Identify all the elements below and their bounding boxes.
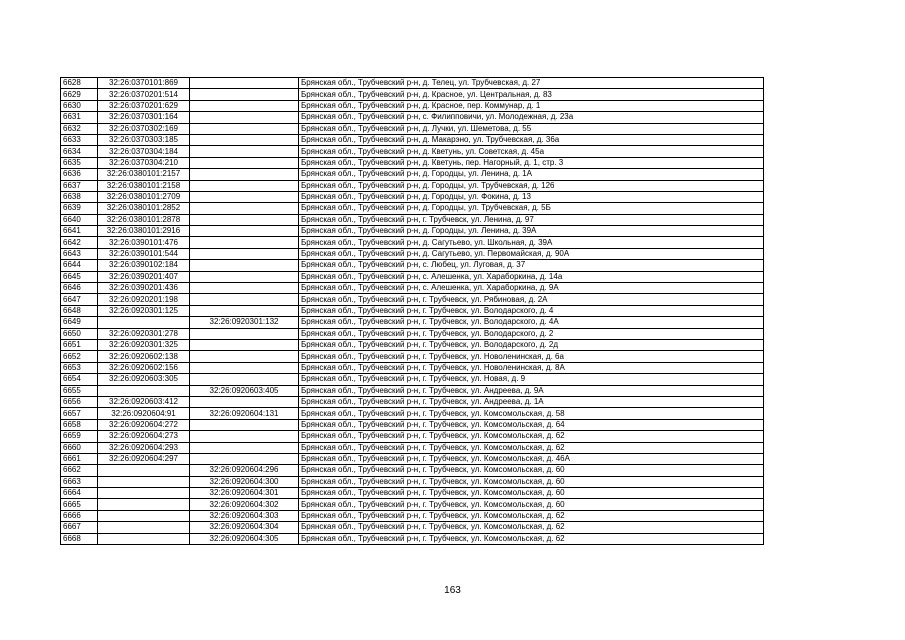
- table-row: [61, 351, 764, 362]
- cadastral-number-cell: 32:26:0370304:184: [98, 146, 190, 157]
- parent-cadastral-number-cell: [190, 362, 299, 373]
- address-cell: Брянская обл., Трубчевский р-н, д. Городцы, ул. Трубчевская, д. 5Б: [299, 203, 764, 214]
- row-number-cell: 6668: [61, 533, 98, 544]
- row-number-cell: 6658: [61, 419, 98, 430]
- address-cell: Брянская обл., Трубчевский р-н, г. Трубчевск, ул. Ленина, д. 97: [299, 214, 764, 225]
- address-cell: Брянская обл., Трубчевский р-н, г. Трубчевск, ул. Новоленинская, д. 8А: [299, 362, 764, 373]
- row-number-cell: 6634: [61, 146, 98, 157]
- address-cell: Брянская обл., Трубчевский р-н, г. Трубчевск, ул. Володарского, д. 4А: [299, 317, 764, 328]
- row-number-cell: 6642: [61, 237, 98, 248]
- table-row: [61, 226, 764, 237]
- parent-cadastral-number-cell: [190, 169, 299, 180]
- address-cell: Брянская обл., Трубчевский р-н, д. Сагутьево, ул. Первомайская, д. 90А: [299, 248, 764, 259]
- row-number-cell: 6633: [61, 134, 98, 145]
- cadastral-number-cell: 32:26:0390102:184: [98, 260, 190, 271]
- parent-cadastral-number-cell: [190, 339, 299, 350]
- cadastral-number-cell: 32:26:0390201:436: [98, 283, 190, 294]
- parent-cadastral-number-cell: [190, 396, 299, 407]
- parent-cadastral-number-cell: [190, 123, 299, 134]
- row-number-cell: 6639: [61, 203, 98, 214]
- parent-cadastral-number-cell: [190, 157, 299, 168]
- address-cell: Брянская обл., Трубчевский р-н, г. Трубчевск, ул. Новоленинская, д. 6а: [299, 351, 764, 362]
- row-number-cell: 6632: [61, 123, 98, 134]
- parent-cadastral-number-cell: 32:26:0920301:132: [190, 317, 299, 328]
- row-number-cell: 6655: [61, 385, 98, 396]
- table-row: [61, 465, 764, 476]
- table-row: [61, 396, 764, 407]
- parent-cadastral-number-cell: [190, 442, 299, 453]
- row-number-cell: 6630: [61, 100, 98, 111]
- row-number-cell: 6644: [61, 260, 98, 271]
- address-cell: Брянская обл., Трубчевский р-н, д. Городцы, ул. Ленина, д. 39А: [299, 226, 764, 237]
- row-number-cell: 6663: [61, 476, 98, 487]
- table-row: [61, 499, 764, 510]
- parent-cadastral-number-cell: 32:26:0920604:301: [190, 488, 299, 499]
- address-cell: Брянская обл., Трубчевский р-н, с. Любец, ул. Луговая, д. 37: [299, 260, 764, 271]
- parent-cadastral-number-cell: [190, 294, 299, 305]
- cadastral-number-cell: 32:26:0920301:325: [98, 339, 190, 350]
- parent-cadastral-number-cell: [190, 134, 299, 145]
- cadastral-number-cell: 32:26:0920602:138: [98, 351, 190, 362]
- parent-cadastral-number-cell: [190, 180, 299, 191]
- cadastral-number-cell: 32:26:0370303:185: [98, 134, 190, 145]
- row-number-cell: 6637: [61, 180, 98, 191]
- table-row: [61, 488, 764, 499]
- parent-cadastral-number-cell: [190, 203, 299, 214]
- parent-cadastral-number-cell: [190, 146, 299, 157]
- cadastral-number-cell: 32:26:0920301:125: [98, 305, 190, 316]
- table-row: [61, 305, 764, 316]
- table-row: [61, 271, 764, 282]
- address-cell: Брянская обл., Трубчевский р-н, д. Лучки, ул. Шеметова, д. 55: [299, 123, 764, 134]
- cadastral-number-cell: [98, 317, 190, 328]
- row-number-cell: 6647: [61, 294, 98, 305]
- row-number-cell: 6631: [61, 112, 98, 123]
- cadastral-number-cell: [98, 465, 190, 476]
- address-cell: Брянская обл., Трубчевский р-н, г. Трубчевск, ул. Комсомольская, д. 58: [299, 408, 764, 419]
- row-number-cell: 6664: [61, 488, 98, 499]
- cadastral-number-cell: [98, 385, 190, 396]
- parent-cadastral-number-cell: [190, 283, 299, 294]
- cadastral-number-cell: [98, 488, 190, 499]
- cadastral-number-cell: [98, 533, 190, 544]
- row-number-cell: 6656: [61, 396, 98, 407]
- address-cell: Брянская обл., Трубчевский р-н, с. Филипповичи, ул. Молодежная, д. 23а: [299, 112, 764, 123]
- table-row: [61, 385, 764, 396]
- cadastral-number-cell: [98, 510, 190, 521]
- table-row: [61, 112, 764, 123]
- table-row: [61, 248, 764, 259]
- parent-cadastral-number-cell: [190, 374, 299, 385]
- table-row: [61, 260, 764, 271]
- row-number-cell: 6650: [61, 328, 98, 339]
- cadastral-number-cell: 32:26:0370302:169: [98, 123, 190, 134]
- row-number-cell: 6652: [61, 351, 98, 362]
- cadastral-number-cell: 32:26:0390101:544: [98, 248, 190, 259]
- address-cell: Брянская обл., Трубчевский р-н, г. Трубчевск, ул. Комсомольская, д. 64: [299, 419, 764, 430]
- parent-cadastral-number-cell: 32:26:0920604:305: [190, 533, 299, 544]
- cadastral-number-cell: 32:26:0380101:2878: [98, 214, 190, 225]
- address-cell: Брянская обл., Трубчевский р-н, с. Алешенка, ул. Хараборкина, д. 14а: [299, 271, 764, 282]
- address-cell: Брянская обл., Трубчевский р-н, г. Трубчевск, ул. Андреева, д. 9А: [299, 385, 764, 396]
- cadastral-number-cell: 32:26:0380101:2916: [98, 226, 190, 237]
- table-row: [61, 283, 764, 294]
- parent-cadastral-number-cell: 32:26:0920604:304: [190, 522, 299, 533]
- table-row: [61, 339, 764, 350]
- table-row: [61, 78, 764, 89]
- address-cell: Брянская обл., Трубчевский р-н, г. Трубчевск, ул. Комсомольская, д. 62: [299, 510, 764, 521]
- parent-cadastral-number-cell: 32:26:0920604:300: [190, 476, 299, 487]
- address-cell: Брянская обл., Трубчевский р-н, д. Кветунь, пер. Нагорный, д. 1, стр. 3: [299, 157, 764, 168]
- parent-cadastral-number-cell: [190, 100, 299, 111]
- cadastral-number-cell: 32:26:0380101:2157: [98, 169, 190, 180]
- parent-cadastral-number-cell: [190, 191, 299, 202]
- address-cell: Брянская обл., Трубчевский р-н, г. Трубчевск, ул. Володарского, д. 4: [299, 305, 764, 316]
- cadastral-number-cell: 32:26:0920604:273: [98, 431, 190, 442]
- address-cell: Брянская обл., Трубчевский р-н, д. Городцы, ул. Трубчевская, д. 126: [299, 180, 764, 191]
- cadastral-number-cell: 32:26:0390201:407: [98, 271, 190, 282]
- table-row: [61, 180, 764, 191]
- address-cell: Брянская обл., Трубчевский р-н, д. Телец, ул. Трубчевская, д. 27: [299, 78, 764, 89]
- address-cell: Брянская обл., Трубчевский р-н, г. Трубчевск, ул. Комсомольская, д. 62: [299, 533, 764, 544]
- table-row: [61, 214, 764, 225]
- address-cell: Брянская обл., Трубчевский р-н, г. Трубчевск, ул. Рябиновая, д. 2А: [299, 294, 764, 305]
- parent-cadastral-number-cell: 32:26:0920603:405: [190, 385, 299, 396]
- row-number-cell: 6649: [61, 317, 98, 328]
- row-number-cell: 6661: [61, 453, 98, 464]
- row-number-cell: 6657: [61, 408, 98, 419]
- parent-cadastral-number-cell: [190, 260, 299, 271]
- row-number-cell: 6638: [61, 191, 98, 202]
- address-cell: Брянская обл., Трубчевский р-н, г. Трубчевск, ул. Володарского, д. 2д: [299, 339, 764, 350]
- cadastral-number-cell: 32:26:0390101:476: [98, 237, 190, 248]
- cadastral-number-cell: 32:26:0920604:297: [98, 453, 190, 464]
- address-cell: Брянская обл., Трубчевский р-н, д. Сагутьево, ул. Школьная, д. 39А: [299, 237, 764, 248]
- parent-cadastral-number-cell: [190, 226, 299, 237]
- row-number-cell: 6667: [61, 522, 98, 533]
- cadastral-number-cell: 32:26:0370304:210: [98, 157, 190, 168]
- table-row: [61, 123, 764, 134]
- row-number-cell: 6643: [61, 248, 98, 259]
- cadastral-number-cell: 32:26:0370201:514: [98, 89, 190, 100]
- address-cell: Брянская обл., Трубчевский р-н, г. Трубчевск, ул. Комсомольская, д. 60: [299, 476, 764, 487]
- cadastral-number-cell: 32:26:0370301:164: [98, 112, 190, 123]
- table-row: [61, 328, 764, 339]
- table-row: [61, 510, 764, 521]
- table-row: [61, 146, 764, 157]
- table-row: [61, 157, 764, 168]
- row-number-cell: 6641: [61, 226, 98, 237]
- address-cell: Брянская обл., Трубчевский р-н, г. Трубчевск, ул. Комсомольская, д. 62: [299, 431, 764, 442]
- row-number-cell: 6645: [61, 271, 98, 282]
- address-cell: Брянская обл., Трубчевский р-н, г. Трубчевск, ул. Комсомольская, д. 60: [299, 465, 764, 476]
- parent-cadastral-number-cell: [190, 271, 299, 282]
- row-number-cell: 6636: [61, 169, 98, 180]
- table-row: [61, 134, 764, 145]
- parent-cadastral-number-cell: 32:26:0920604:302: [190, 499, 299, 510]
- table-row: [61, 203, 764, 214]
- table-row: [61, 533, 764, 544]
- table-row: [61, 476, 764, 487]
- table-row: [61, 522, 764, 533]
- address-cell: Брянская обл., Трубчевский р-н, г. Трубчевск, ул. Комсомольская, д. 62: [299, 522, 764, 533]
- table-row: [61, 100, 764, 111]
- address-cell: Брянская обл., Трубчевский р-н, д. Городцы, ул. Ленина, д. 1А: [299, 169, 764, 180]
- cadastral-number-cell: 32:26:0370101:869: [98, 78, 190, 89]
- cadastral-number-cell: 32:26:0370201:629: [98, 100, 190, 111]
- cadastral-number-cell: 32:26:0920301:278: [98, 328, 190, 339]
- row-number-cell: 6659: [61, 431, 98, 442]
- cadastral-number-cell: 32:26:0920603:305: [98, 374, 190, 385]
- table-row: [61, 453, 764, 464]
- table-row: [61, 317, 764, 328]
- page-number: 163: [444, 585, 461, 596]
- cadastral-number-cell: [98, 476, 190, 487]
- records-table: [60, 77, 764, 545]
- parent-cadastral-number-cell: [190, 248, 299, 259]
- address-cell: Брянская обл., Трубчевский р-н, г. Трубчевск, ул. Володарского, д. 2: [299, 328, 764, 339]
- parent-cadastral-number-cell: [190, 78, 299, 89]
- row-number-cell: 6640: [61, 214, 98, 225]
- row-number-cell: 6646: [61, 283, 98, 294]
- row-number-cell: 6653: [61, 362, 98, 373]
- address-cell: Брянская обл., Трубчевский р-н, г. Трубчевск, ул. Андреева, д. 1А: [299, 396, 764, 407]
- row-number-cell: 6654: [61, 374, 98, 385]
- row-number-cell: 6651: [61, 339, 98, 350]
- parent-cadastral-number-cell: [190, 351, 299, 362]
- row-number-cell: 6665: [61, 499, 98, 510]
- row-number-cell: 6660: [61, 442, 98, 453]
- address-cell: Брянская обл., Трубчевский р-н, г. Трубчевск, ул. Комсомольская, д. 60: [299, 499, 764, 510]
- parent-cadastral-number-cell: [190, 237, 299, 248]
- cadastral-number-cell: 32:26:0920603:412: [98, 396, 190, 407]
- table-row: [61, 169, 764, 180]
- parent-cadastral-number-cell: 32:26:0920604:303: [190, 510, 299, 521]
- row-number-cell: 6666: [61, 510, 98, 521]
- row-number-cell: 6629: [61, 89, 98, 100]
- row-number-cell: 6648: [61, 305, 98, 316]
- table-row: [61, 89, 764, 100]
- table-row: [61, 237, 764, 248]
- row-number-cell: 6635: [61, 157, 98, 168]
- table-row: [61, 374, 764, 385]
- address-cell: Брянская обл., Трубчевский р-н, г. Трубчевск, ул. Комсомольская, д. 62: [299, 442, 764, 453]
- parent-cadastral-number-cell: 32:26:0920604:131: [190, 408, 299, 419]
- address-cell: Брянская обл., Трубчевский р-н, г. Трубчевск, ул. Новая, д. 9: [299, 374, 764, 385]
- row-number-cell: 6662: [61, 465, 98, 476]
- address-cell: Брянская обл., Трубчевский р-н, г. Трубчевск, ул. Комсомольская, д. 60: [299, 488, 764, 499]
- cadastral-number-cell: 32:26:0920201:198: [98, 294, 190, 305]
- cadastral-number-cell: 32:26:0920604:272: [98, 419, 190, 430]
- table-row: [61, 362, 764, 373]
- address-cell: Брянская обл., Трубчевский р-н, д. Макарэно, ул. Трубчевская, д. 36а: [299, 134, 764, 145]
- table-row: [61, 408, 764, 419]
- cadastral-number-cell: 32:26:0920604:91: [98, 408, 190, 419]
- parent-cadastral-number-cell: [190, 89, 299, 100]
- parent-cadastral-number-cell: [190, 431, 299, 442]
- row-number-cell: 6628: [61, 78, 98, 89]
- parent-cadastral-number-cell: [190, 419, 299, 430]
- address-cell: Брянская обл., Трубчевский р-н, д. Кветунь, ул. Советская, д. 45а: [299, 146, 764, 157]
- records-table-body: [61, 78, 764, 545]
- parent-cadastral-number-cell: [190, 453, 299, 464]
- table-row: [61, 431, 764, 442]
- cadastral-number-cell: [98, 499, 190, 510]
- cadastral-number-cell: 32:26:0920604:293: [98, 442, 190, 453]
- cadastral-number-cell: [98, 522, 190, 533]
- parent-cadastral-number-cell: [190, 305, 299, 316]
- cadastral-number-cell: 32:26:0920602:156: [98, 362, 190, 373]
- cadastral-number-cell: 32:26:0380101:2158: [98, 180, 190, 191]
- cadastral-number-cell: 32:26:0380101:2852: [98, 203, 190, 214]
- parent-cadastral-number-cell: [190, 214, 299, 225]
- address-cell: Брянская обл., Трубчевский р-н, д. Красное, пер. Коммунар, д. 1: [299, 100, 764, 111]
- cadastral-number-cell: 32:26:0380101:2709: [98, 191, 190, 202]
- table-row: [61, 419, 764, 430]
- address-cell: Брянская обл., Трубчевский р-н, д. Городцы, ул. Фокина, д. 13: [299, 191, 764, 202]
- table-row: [61, 191, 764, 202]
- parent-cadastral-number-cell: [190, 112, 299, 123]
- address-cell: Брянская обл., Трубчевский р-н, г. Трубчевск, ул. Комсомольская, д. 46А: [299, 453, 764, 464]
- table-row: [61, 442, 764, 453]
- parent-cadastral-number-cell: 32:26:0920604:296: [190, 465, 299, 476]
- address-cell: Брянская обл., Трубчевский р-н, д. Красное, ул. Центральная, д. 83: [299, 89, 764, 100]
- parent-cadastral-number-cell: [190, 328, 299, 339]
- address-cell: Брянская обл., Трубчевский р-н, с. Алешенка, ул. Хараборкина, д. 9А: [299, 283, 764, 294]
- table-row: [61, 294, 764, 305]
